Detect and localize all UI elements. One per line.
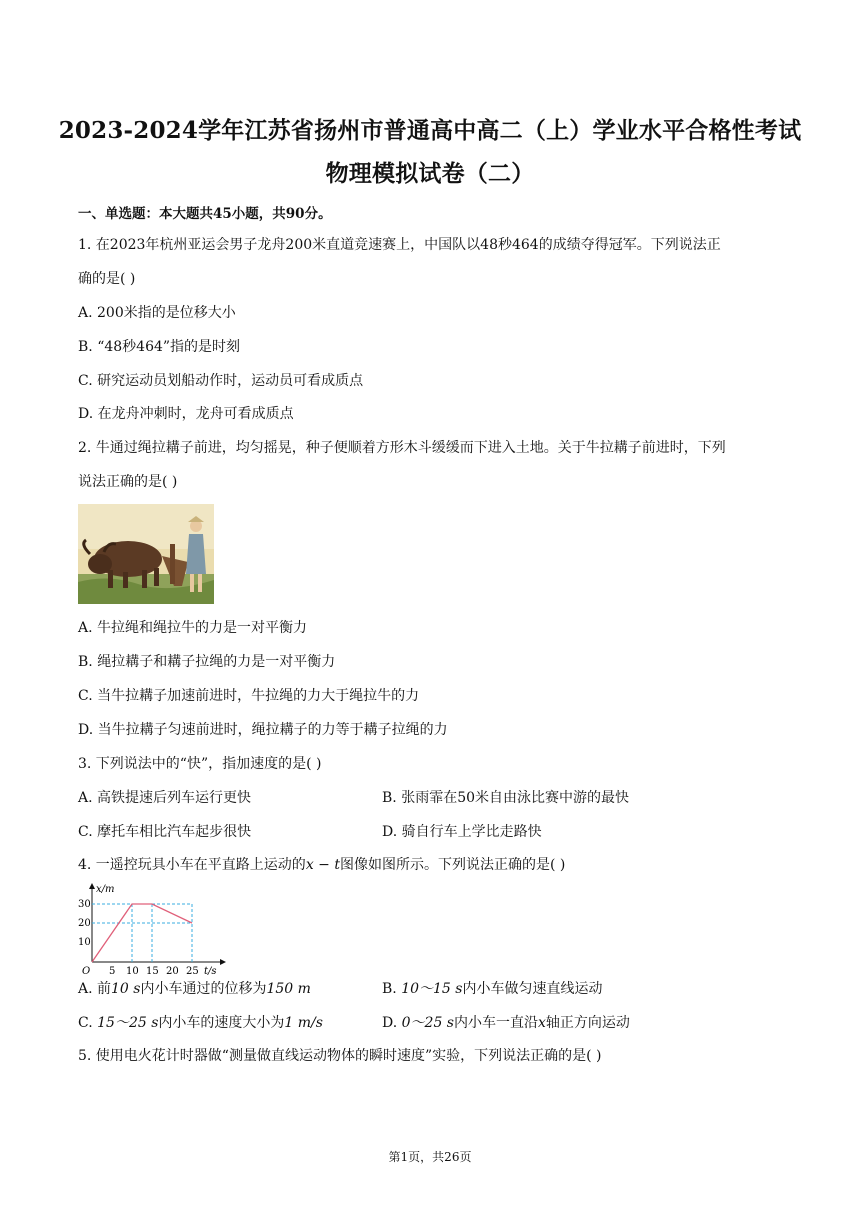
q4-stem: [78, 856, 565, 874]
q2-option-d: D. 当牛拉耩子匀速前进时，绳拉耩子的力等于耩子拉绳的力: [78, 722, 448, 738]
q4-stem-post: 图像如图所示。下列说法正确的是( ): [339, 857, 566, 873]
q3-option-b: B. 张雨霏在50米自由泳比赛中游的最快: [382, 790, 630, 806]
q4-c-mid: 内小车的速度大小为: [158, 1015, 285, 1031]
graph-xtick-25: 25: [186, 966, 199, 975]
q4-b-post: 内小车做匀速直线运动: [462, 981, 603, 997]
graph-xtick-20: 20: [166, 966, 179, 975]
q1-stem-line2: 确的是( ): [78, 271, 136, 287]
page-footer: 第1页，共26页: [388, 1150, 472, 1164]
q4-a-mid: 内小车通过的位移为: [140, 981, 267, 997]
q4-option-a: [78, 980, 311, 998]
ox-plowing-illustration: [78, 504, 214, 604]
q1-option-d: D. 在龙舟冲刺时，龙舟可看成质点: [78, 406, 294, 422]
graph-ytick-30: 30: [78, 899, 91, 910]
q4-stem-math: x − t: [305, 857, 340, 873]
q3-option-c: C. 摩托车相比汽车起步很快: [78, 824, 252, 840]
q4-c-math2: 1 m/s: [284, 1015, 323, 1031]
q2-option-b: B. 绳拉耩子和耩子拉绳的力是一对平衡力: [78, 654, 336, 670]
q2-option-c: C. 当牛拉耩子加速前进时，牛拉绳的力大于绳拉牛的力: [78, 688, 420, 704]
exam-subtitle: 物理模拟试卷（二）: [325, 160, 535, 187]
q4-b-pre: B.: [382, 981, 402, 997]
q3-stem: 3. 下列说法中的“快”，指加速度的是( ): [78, 756, 322, 772]
graph-ytick-10: 10: [78, 937, 91, 948]
q4-b-math1: 10～15 s: [401, 981, 463, 997]
q4-c-math1: 15～25 s: [97, 1015, 159, 1031]
graph-ylabel: x/m: [96, 884, 115, 895]
graph-xlabel: t/s: [204, 966, 217, 975]
q4-a-math2: 150 m: [266, 981, 311, 997]
q1-option-a: A. 200米指的是位移大小: [78, 305, 236, 321]
q4-d-math2: x: [538, 1015, 546, 1031]
q1-stem-line1: 1. 在2023年杭州亚运会男子龙舟200米直道竞速赛上，中国队以48秒464的成绩夺得冠军。下列说法正: [78, 237, 721, 253]
q4-option-b: [382, 980, 602, 998]
graph-origin: O: [82, 966, 91, 975]
q4-d-mid: 内小车一直沿: [454, 1015, 538, 1031]
graph-xtick-5: 5: [109, 966, 116, 975]
q5-stem: 5. 使用电火花计时器做“测量做直线运动物体的瞬时速度”实验，下列说法正确的是( ): [78, 1048, 602, 1064]
exam-title: 2023-2024学年江苏省扬州市普通高中高二（上）学业水平合格性考试: [58, 117, 802, 144]
q4-a-pre: A. 前: [78, 981, 112, 997]
q1-option-b: B. “48秒464”指的是时刻: [78, 339, 241, 355]
graph-ytick-20: 20: [78, 918, 91, 929]
xt-graph: [78, 880, 228, 975]
q3-option-d: D. 骑自行车上学比走路快: [382, 824, 542, 840]
q4-stem-pre: 4. 一遥控玩具小车在平直路上运动的: [78, 857, 306, 873]
graph-xtick-15: 15: [146, 966, 159, 975]
q4-d-pre: D.: [382, 1015, 402, 1031]
q4-d-post: 轴正方向运动: [545, 1015, 630, 1031]
section-heading: 一、单选题：本大题共45小题，共90分。: [78, 206, 332, 222]
q4-a-math1: 10 s: [111, 981, 141, 997]
q2-stem-line1: 2. 牛通过绳拉耩子前进，均匀摇晃，种子便顺着方形木斗缓缓而下进入土地。关于牛拉耩子前进时，下列: [78, 440, 726, 456]
q4-option-d: [382, 1014, 630, 1032]
q4-d-math1: 0～25 s: [401, 1015, 454, 1031]
q4-option-c: [78, 1014, 323, 1032]
q4-c-pre: C.: [78, 1015, 98, 1031]
q2-option-a: A. 牛拉绳和绳拉牛的力是一对平衡力: [78, 620, 308, 636]
q2-stem-line2: 说法正确的是( ): [78, 474, 178, 490]
q1-option-c: C. 研究运动员划船动作时，运动员可看成质点: [78, 373, 364, 389]
q3-option-a: A. 高铁提速后列车运行更快: [78, 790, 252, 806]
graph-xtick-10: 10: [126, 966, 139, 975]
